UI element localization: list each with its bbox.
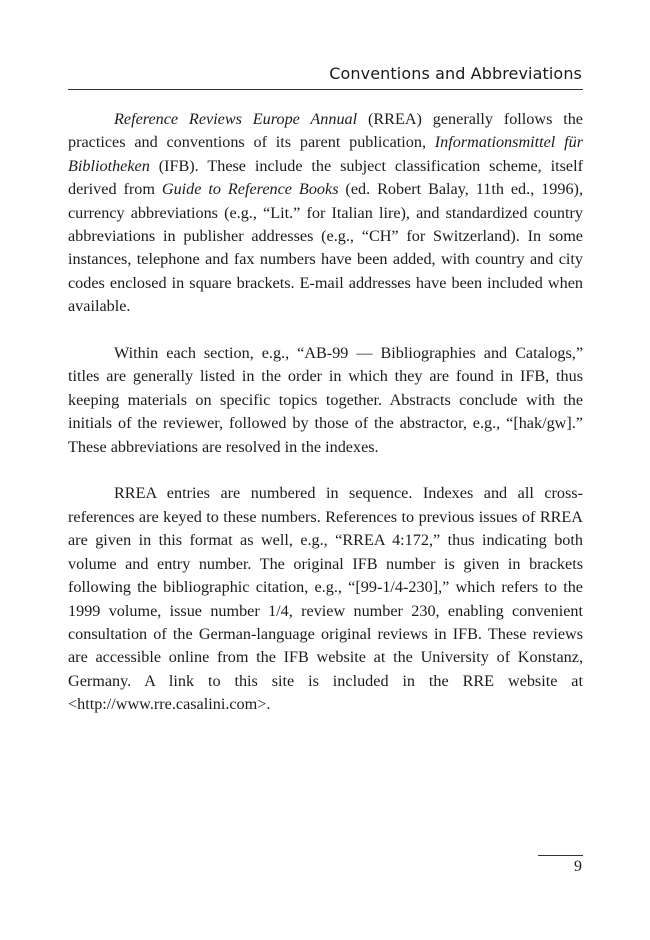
text-run: (ed. Robert Balay, 11th ed., 1996), currency abbreviations (e.g., “Lit.” for Italian lire), and standardized country abbreviations in publisher addresses (e.g., “CH” for Switzerland). In some instances, telephone and fax numbers have been added, with country and city codes enclosed in square brackets. E-mail addresses have been included when available.	[68, 180, 583, 316]
header-rule	[68, 89, 583, 90]
text-run: (IFB). These include the subject classification scheme, itself derived from	[68, 156, 583, 199]
paragraph	[68, 482, 583, 716]
italic-title: Informationsmittel für Bibliotheken	[68, 133, 583, 175]
text-run: Within each section, e.g., “AB-99 — Bibliographies and Catalogs,” titles are generally listed in the order in which they are found in IFB, thus keeping materials on specific topics together. Abstracts conclude with the initials of the reviewer, followed by those of the abstractor, e.g., “[hak/gw].” These abbreviations are resolved in the indexes.	[68, 344, 583, 456]
italic-title: Reference Reviews Europe Annual	[114, 110, 358, 128]
body-text	[68, 108, 583, 740]
footer-rule	[538, 855, 583, 856]
running-head-title: Conventions and Abbreviations	[329, 64, 582, 83]
italic-title: Guide to Reference Books	[161, 180, 339, 199]
text-run: RREA entries are numbered in sequence. Indexes and all cross-references are keyed to these numbers. References to previous issues of RREA are given in this format as well, e.g., “RREA 4:172,” thus indicating both volume and entry number. The original IFB number is given in brackets following the bibliographic citation, e.g., “[99-1/4-230],” which refers to the 1999 volume, issue number 1/4, review number 230, enabling convenient consultation of the German-language original reviews in IFB. These reviews are accessible online from the IFB website at the University of Konstanz, Germany. A link to this site is included in the RRE website at <http://www.rre.casalini.com>.	[68, 484, 583, 714]
page-number: 9	[574, 858, 582, 875]
text-run: (RREA) generally follows the practices and conventions of its parent publication,	[68, 110, 583, 152]
paragraph	[68, 108, 583, 319]
paragraph	[68, 342, 583, 459]
